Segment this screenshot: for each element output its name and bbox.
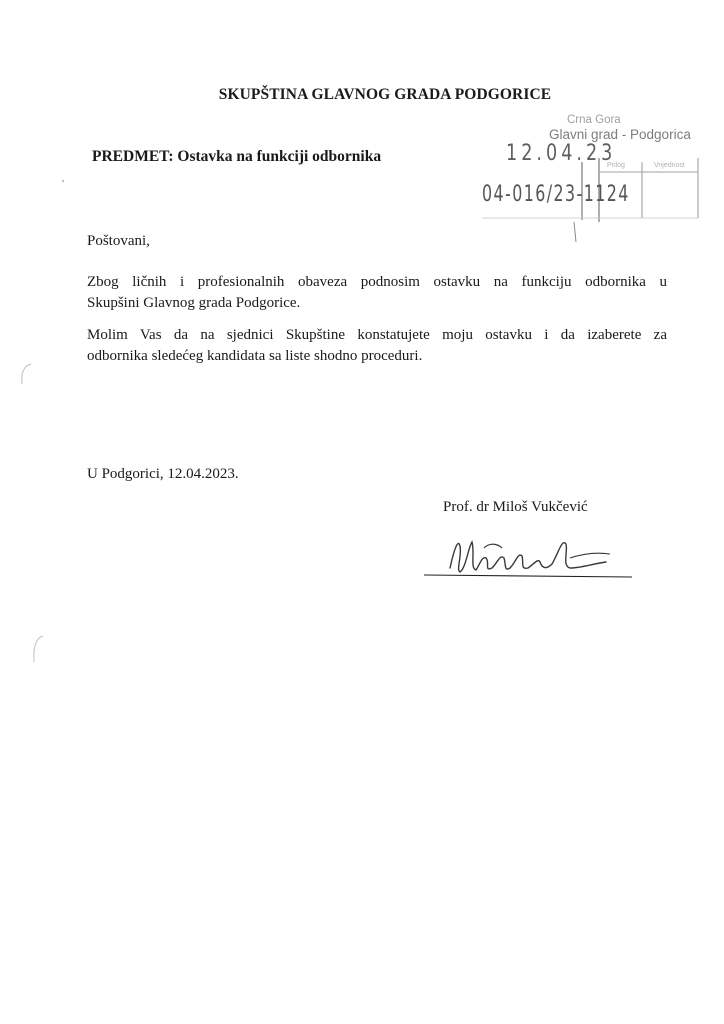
scan-mark xyxy=(30,634,46,664)
subject-text: Ostavka na funkciji odbornika xyxy=(177,148,382,165)
paragraph-1 xyxy=(87,272,667,314)
scan-mark xyxy=(18,362,34,386)
registry-stamp xyxy=(462,114,706,244)
paragraph-1-line: Skupšini Glavnog grada Podgorice. xyxy=(87,295,301,311)
paragraph-2-line: odbornika sledećeg kandidata sa liste shodno proceduri. xyxy=(87,348,423,364)
place-and-date: U Podgorici, 12.04.2023. xyxy=(87,466,239,482)
signer-name: Prof. dr Miloš Vukčević xyxy=(443,499,588,515)
paragraph-2 xyxy=(87,325,667,367)
scan-mark xyxy=(60,178,66,184)
handwritten-signature xyxy=(420,528,635,584)
paragraph-2-line: Molim Vas da na sjednici Skupštine konstatujete moju ostavku i da izaberete za xyxy=(87,327,667,343)
subject-label: PREDMET: xyxy=(92,148,174,165)
stamp-country: Crna Gora xyxy=(567,114,621,126)
stamp-column-value: Vrijednost xyxy=(654,162,685,169)
stamp-registry-number: 04-016/23-1124 xyxy=(482,182,630,207)
stamp-column-received: Prilog xyxy=(607,162,625,169)
subject-line xyxy=(92,148,381,166)
document-heading: SKUPŠTINA GLAVNOG GRADA PODGORICE xyxy=(218,86,552,103)
paragraph-1-line: Zbog ličnih i profesionalnih obaveza podnosim ostavku na funkciju odbornika u xyxy=(87,274,667,290)
stamp-date: 12.04.23 xyxy=(506,141,617,166)
stamp-city: Glavni grad - Podgorica xyxy=(549,127,691,142)
greeting: Poštovani, xyxy=(87,233,150,249)
